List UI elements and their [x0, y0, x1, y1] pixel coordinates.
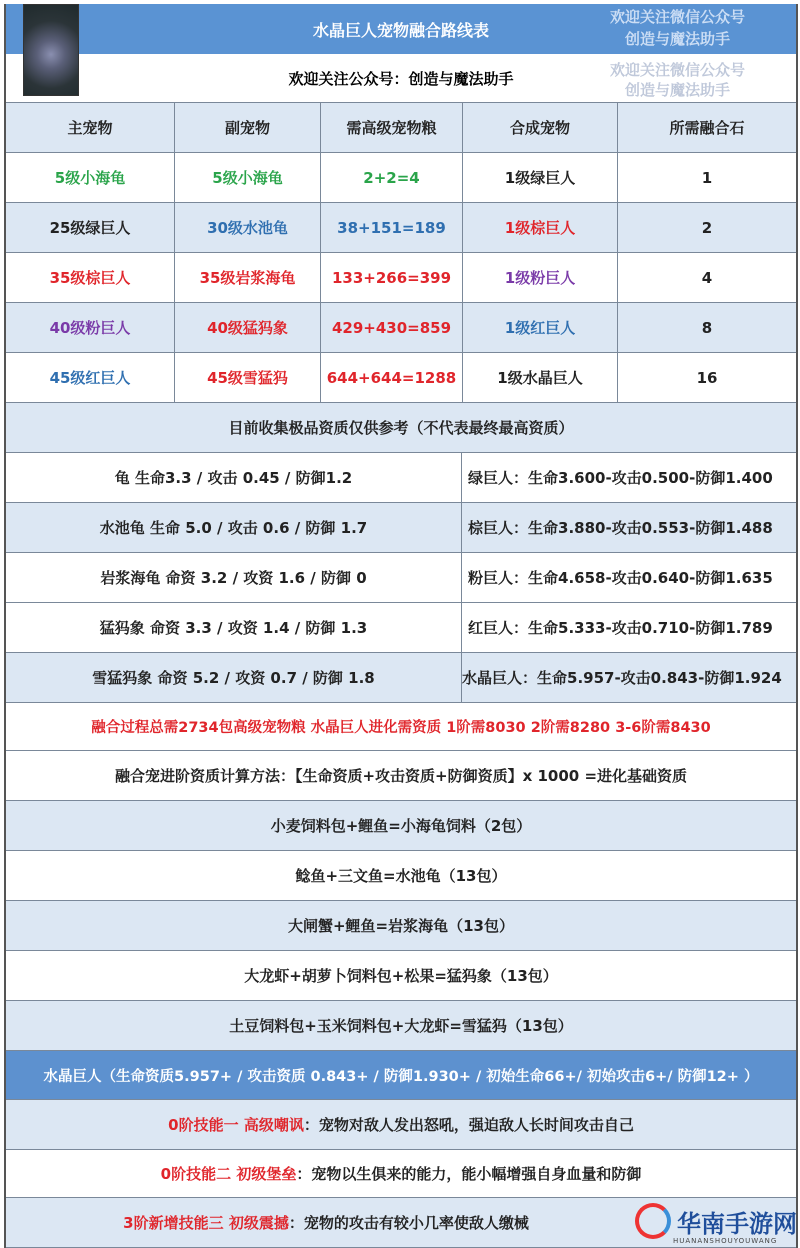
sub-pet: 5级小海龟 [175, 153, 321, 202]
stone-count: 8 [701, 318, 713, 337]
watermark: 创造与魔法助手 [625, 30, 731, 48]
recipe-row [6, 801, 796, 851]
recipe-row [6, 951, 796, 1001]
watermark: 创造与魔法助手 [625, 81, 731, 99]
stats-row [6, 503, 796, 553]
skill-desc: ：宠物的攻击有较小几率使敌人缴械 [288, 1214, 529, 1232]
table-row [6, 153, 796, 203]
result-pet: 1级绿巨人 [463, 153, 618, 202]
skill-row [6, 1100, 796, 1150]
skill-row [6, 1150, 796, 1198]
sheet-subtitle: 欢迎关注公众号：创造与魔法助手 [6, 55, 796, 103]
recipe-text: 土豆饲料包+玉米饲料包+大龙虾=雪猛犸（13包） [229, 1017, 573, 1035]
fusion-table-header [6, 103, 796, 153]
logo-icon [635, 1203, 671, 1239]
table-row [6, 203, 796, 253]
crystal-summary-row [6, 1051, 796, 1100]
giant-stats: 粉巨人：生命4.658-攻击0.640-防御1.635 [468, 569, 773, 587]
formula-text: 融合宠进阶资质计算方法：【生命资质+攻击资质+防御资质】x 1000 =进化基础资质 [114, 767, 688, 785]
stats-section-title [6, 403, 796, 453]
recipe-text: 大闸蟹+鲤鱼=岩浆海龟（13包） [287, 917, 514, 935]
food-amount: 429+430=859 [321, 303, 463, 352]
crystal-summary-text: 水晶巨人（生命资质5.957+ / 攻击资质 0.843+ / 防御1.930+ / 初始生命66+/ 初始攻击6+/ 防御12+ ） [43, 1068, 759, 1085]
skill-label: 0阶技能二 初级堡垒 [160, 1165, 297, 1183]
sub-pet: 30级水池龟 [175, 203, 321, 252]
main-pet: 40级粉巨人 [6, 303, 175, 352]
result-pet: 1级红巨人 [463, 303, 618, 352]
sub-pet: 40级猛犸象 [175, 303, 321, 352]
recipe-row [6, 851, 796, 901]
recipe-text: 小麦饲料包+鲤鱼=小海龟饲料（2包） [270, 817, 532, 835]
fusion-route-sheet [4, 4, 798, 1248]
header-food: 需高级宠物粮 [321, 103, 463, 152]
material-pet-stats: 雪猛犸象 命资 5.2 / 攻资 0.7 / 防御 1.8 [6, 653, 462, 702]
food-amount: 2+2=4 [321, 153, 463, 202]
main-pet: 5级小海龟 [6, 153, 175, 202]
giant-stats: 水晶巨人：生命5.957-攻击0.843-防御1.924 [462, 669, 782, 687]
skill-label: 0阶技能一 高级嘲讽 [168, 1116, 304, 1134]
logo-text: 华南手游网 [677, 1209, 797, 1238]
food-amount: 133+266=399 [321, 253, 463, 302]
giant-stats: 红巨人：生命5.333-攻击0.710-防御1.789 [468, 619, 773, 637]
header-main-pet: 主宠物 [6, 103, 175, 152]
formula-row [6, 751, 796, 801]
food-amount: 644+644=1288 [321, 353, 463, 402]
giant-stats: 绿巨人：生命3.600-攻击0.500-防御1.400 [468, 469, 773, 487]
food-amount: 38+151=189 [321, 203, 463, 252]
stats-title-text: 目前收集极品资质仅供参考（不代表最终最高资质） [228, 419, 574, 437]
material-pet-stats: 猛犸象 命资 3.3 / 攻资 1.4 / 防御 1.3 [6, 603, 462, 652]
material-pet-stats: 龟 生命3.3 / 攻击 0.45 / 防御1.2 [6, 453, 462, 502]
recipe-row [6, 901, 796, 951]
recipe-text: 大龙虾+胡萝卜饲料包+松果=猛犸象（13包） [244, 967, 558, 985]
material-pet-stats: 岩浆海龟 命资 3.2 / 攻资 1.6 / 防御 0 [6, 553, 462, 602]
table-row [6, 353, 796, 403]
stone-count: 16 [696, 368, 718, 387]
stats-row [6, 553, 796, 603]
skill-label: 3阶新增技能三 初级震撼 [123, 1214, 289, 1232]
site-logo [635, 1203, 797, 1245]
stone-count: 2 [701, 218, 713, 237]
sub-pet: 35级岩浆海龟 [175, 253, 321, 302]
result-pet: 1级水晶巨人 [463, 353, 618, 402]
main-pet: 35级棕巨人 [6, 253, 175, 302]
requirement-text: 融合过程总需2734包高级宠物粮 水晶巨人进化需资质 1阶需8030 2阶需8280 3-6阶需8430 [91, 720, 711, 736]
result-pet: 1级粉巨人 [463, 253, 618, 302]
recipe-row [6, 1001, 796, 1051]
watermark: 欢迎关注微信公众号 [610, 8, 746, 26]
watermark: 欢迎关注微信公众号 [610, 61, 746, 79]
table-row [6, 253, 796, 303]
main-pet: 45级红巨人 [6, 353, 175, 402]
stats-row [6, 603, 796, 653]
result-pet: 1级棕巨人 [463, 203, 618, 252]
header-sub-pet: 副宠物 [175, 103, 321, 152]
skill-desc: ：宠物对敌人发出怒吼，强迫敌人长时间攻击自己 [303, 1116, 634, 1134]
table-row [6, 303, 796, 353]
logo-pinyin: HUANANSHOUYOUWANG [673, 1237, 778, 1245]
crystal-giant-image [23, 4, 79, 96]
stone-count: 4 [701, 268, 713, 287]
giant-stats: 棕巨人：生命3.880-攻击0.553-防御1.488 [468, 519, 773, 537]
material-pet-stats: 水池龟 生命 5.0 / 攻击 0.6 / 防御 1.7 [6, 503, 462, 552]
stone-count: 1 [701, 168, 713, 187]
skill-desc: ：宠物以生俱来的能力，能小幅增强自身血量和防御 [296, 1165, 642, 1183]
sheet-title: 水晶巨人宠物融合路线表 [6, 4, 796, 55]
requirement-row [6, 703, 796, 751]
header-result-pet: 合成宠物 [463, 103, 618, 152]
stats-row [6, 653, 796, 703]
sub-pet: 45级雪猛犸 [175, 353, 321, 402]
main-pet: 25级绿巨人 [6, 203, 175, 252]
recipe-text: 鲶鱼+三文鱼=水池龟（13包） [295, 867, 507, 885]
stats-row [6, 453, 796, 503]
header-fusion-stone: 所需融合石 [669, 119, 745, 137]
